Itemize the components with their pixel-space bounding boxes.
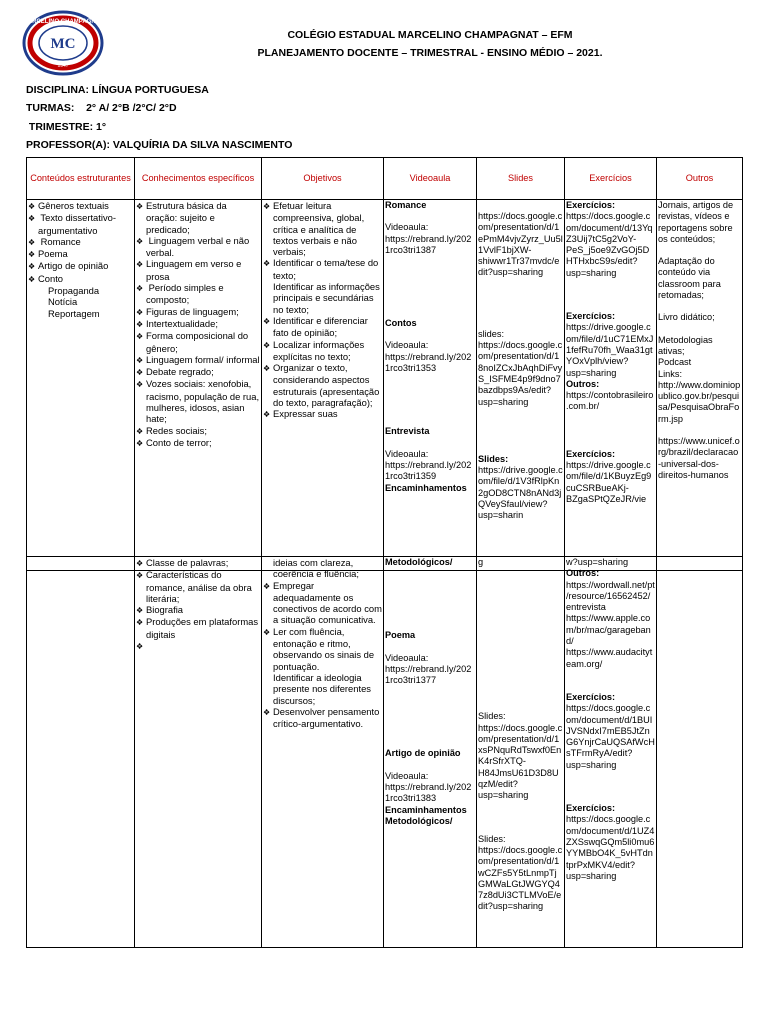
- section-poema: Poema: [385, 630, 416, 641]
- col-outros: Outros: [657, 158, 743, 200]
- col-conhecimentos: Conhecimentos específicos: [135, 158, 262, 200]
- exercicios-link[interactable]: Exercícios: https://drive.google.com/file/d/1uC71EMxJ1fefRu70fh_Waa31gtYOxVplh/view?usp=sharing: [566, 311, 654, 378]
- list-item: Reportagem: [48, 307, 100, 319]
- col-exercicios: Exercícios: [565, 158, 657, 200]
- conteudos-cell: [27, 200, 135, 571]
- outros-cell: [657, 557, 743, 948]
- list-item: ❖ Romance: [28, 236, 133, 248]
- outros-item: Livro didático;: [658, 312, 715, 323]
- section-contos: Contos: [385, 318, 417, 329]
- disciplina: DISCIPLINA: LÍNGUA PORTUGUESA: [26, 84, 209, 96]
- list-item: ❖ Expressar suas: [263, 408, 382, 420]
- section-entrevista: Entrevista: [385, 426, 430, 437]
- conhecimentos-cell: [135, 557, 262, 948]
- exercicios-cell: [565, 557, 657, 948]
- slides-link[interactable]: Slides: https://docs.google.com/presentation/d/1wCZFs5Y5tLnmpTjGMWaLGtJWGYQ47z8dUi3CTLMVoE/edit?usp=sharing: [478, 833, 563, 912]
- list-item: Identificar as informações principais e secundárias no texto;: [273, 281, 380, 315]
- list-item: ❖ Localizar informações explícitas no texto;: [263, 339, 382, 363]
- list-item: ❖ Forma composicional do gênero;: [136, 330, 260, 354]
- list-item: ❖ Desenvolver pensamento crítico-argumentativo.: [263, 706, 382, 730]
- list-item: ❖ Produções em plataformas digitais: [136, 616, 260, 640]
- exercicios-link[interactable]: Exercícios: https://docs.google.com/document/d/1UZ4ZXSswqGQm5li0mu6YYMBbO4K_5vHTdntprPxMKV4/edit?usp=sharing: [566, 803, 655, 881]
- slides-link[interactable]: Slides: https://docs.google.com/presentation/d/1xsPNquRdTswxf0EnK4rSfrXTQ-H84JmsU61D3D8UqzM/edit?usp=sharing: [478, 711, 563, 801]
- plan-title: PLANEJAMENTO DOCENTE – TRIMESTRAL - ENSINO MÉDIO – 2021.: [257, 47, 603, 59]
- objetivos-cell: [262, 557, 384, 948]
- outros-link[interactable]: Links: http://www.dominiopublico.gov.br/pesquisa/PesquisaObraForm.jsp: [658, 368, 741, 424]
- conteudos-cell: [27, 557, 135, 948]
- encaminhamentos: Encaminhamentos: [385, 482, 467, 493]
- table-header-row: [27, 158, 743, 200]
- list-item: ❖ Empregar adequadamente os conectivos de acordo com a situação comunicativa.: [263, 580, 382, 626]
- section-romance: Romance: [385, 200, 427, 210]
- list-item: ❖ Identificar e diferenciar fato de opinião;: [263, 315, 382, 339]
- list-item: ❖ Intertextualidade;: [136, 318, 260, 330]
- list-item: Notícia: [48, 296, 78, 308]
- outros-item: Jornais, artigos de revistas, vídeos e reportagens sobre os conteúdos;: [658, 200, 734, 244]
- slides-link[interactable]: https://docs.google.com/presentation/d/1ePmM4vjvZyrz_Uu5l1VvlF1bjXW-shiwwr1Tr37mvdc/edit?usp=sharing: [478, 211, 563, 278]
- videoaula-link[interactable]: Videoaula: https://rebrand.ly/2021rco3tri1377: [385, 652, 472, 686]
- list-item: Propaganda: [48, 285, 100, 297]
- list-item: ❖ Biografia: [136, 604, 260, 616]
- professor: PROFESSOR(A): VALQUÍRIA DA SILVA NASCIMENTO: [26, 139, 293, 151]
- table-row: [27, 200, 743, 571]
- col-objetivos: Objetivos: [262, 158, 384, 200]
- slides-link[interactable]: slides: https://docs.google.com/presentation/d/18noIZCxJbAqhDiFvyS_ISFME4p9f9dno7bazdbps9As/edit?usp=sharing: [478, 328, 563, 407]
- slides-link[interactable]: Slides: https://drive.google.com/file/d/1V3fRlpKn2gOD8CTN8nANd3jQVeySfaul/view?usp=sharin: [478, 453, 563, 521]
- outros-link[interactable]: Outros: https://contobrasileiro.com.br/: [566, 378, 654, 412]
- list-item: ❖ Classe de palavras;: [136, 557, 260, 569]
- col-videoaula: Videoaula: [384, 158, 477, 200]
- slides-fragment: g: [478, 557, 484, 567]
- list-item: ❖ Ler com fluência, entonação e ritmo, observando os sinais de pontuação.: [263, 626, 382, 672]
- conhecimentos-cell: [135, 200, 262, 571]
- list-item: ❖ Artigo de opinião: [28, 260, 133, 272]
- list-item: ❖ Poema: [28, 248, 133, 260]
- outros-item: Adaptação do conteúdo via classroom para retomadas;: [658, 256, 721, 301]
- school-logo: [22, 10, 104, 76]
- exercicios-cell: [565, 200, 657, 571]
- svg-text:MARCELINO CHAMPAGNAT: MARCELINO CHAMPAGNAT: [22, 19, 104, 25]
- col-slides: Slides: [477, 158, 565, 200]
- logo-initials: MC: [50, 36, 76, 52]
- list-item: ❖ Identificar o tema/tese do texto;: [263, 257, 382, 281]
- planning-table-page-1: [26, 157, 743, 571]
- svg-text:1947: 1947: [57, 63, 69, 69]
- outros-cell: [657, 200, 743, 571]
- videoaula-cell: [384, 557, 477, 948]
- list-item: ❖ Linguagem verbal e não verbal.: [136, 235, 260, 259]
- list-item: ❖ Debate regrado;: [136, 366, 260, 378]
- list-item: ❖ Organizar o texto, considerando aspectos estruturais (apresentação do texto, paragrafação);: [263, 362, 382, 408]
- list-item: ❖ Período simples e composto;: [136, 282, 260, 306]
- outros-link[interactable]: https://www.unicef.org/brazil/declaracao-universal-dos-direitos-humanos: [658, 436, 740, 480]
- list-item: ❖ Gêneros textuais: [28, 200, 133, 212]
- exercicios-link[interactable]: Exercícios: https://drive.google.com/file/d/1KBuyzEg9cuCSRBueAKj-BZgaSPtQZeJR/vie: [566, 448, 652, 504]
- list-item: ❖ Figuras de linguagem;: [136, 306, 260, 318]
- metodologicos: Metodológicos/: [385, 557, 453, 567]
- table-row: [27, 557, 743, 948]
- list-item: ❖ Conto: [28, 273, 133, 285]
- list-item: ❖ Linguagem em verso e prosa: [136, 258, 260, 282]
- exercicios-link[interactable]: Exercícios: https://docs.google.com/document/d/13YqZ3Uij7tC5g2VoY-PeS_j5oe9ZvGOj5DHTHxbcS9s/edit?usp=sharing: [566, 200, 653, 278]
- planning-table-page-2: [26, 556, 743, 948]
- exercicios-link[interactable]: Exercícios: https://docs.google.com/document/d/1BUIJVSNdxI7mEB5JtZnG6YnjrCaUQSAfWcHsTFrmRyA/edit?usp=sharing: [566, 691, 655, 770]
- videoaula-cell: [384, 200, 477, 571]
- exercicios-fragment[interactable]: w?usp=sharing: [566, 557, 629, 567]
- trimestre: TRIMESTRE: 1°: [26, 121, 107, 133]
- list-item: ideias com clareza, coerência e fluência;: [273, 557, 359, 580]
- turmas: TURMAS: 2° A/ 2°B /2°C/ 2°D: [26, 102, 177, 114]
- videoaula-link[interactable]: Videoaula: https://rebrand.ly/2021rco3tri1353: [385, 340, 472, 374]
- outros-item: Podcast: [658, 357, 692, 368]
- section-artigo: Artigo de opinião: [385, 748, 461, 759]
- school-name: COLÉGIO ESTADUAL MARCELINO CHAMPAGNAT – EFM: [287, 29, 573, 41]
- videoaula-link[interactable]: Videoaula: https://rebrand.ly/2021rco3tri1387: [385, 222, 472, 255]
- list-item: ❖ Vozes sociais: xenofobia, racismo, população de rua, mulheres, idosos, asian hate;: [136, 378, 260, 424]
- videoaula-link[interactable]: Videoaula: https://rebrand.ly/2021rco3tri1359: [385, 448, 472, 482]
- list-item: ❖ Estrutura básica da oração: sujeito e predicado;: [136, 200, 260, 235]
- list-item: [136, 640, 260, 652]
- col-conteudos: Conteúdos estruturantes: [27, 158, 135, 200]
- list-item: ❖ Conto de terror;: [136, 437, 260, 449]
- list-item: ❖ Redes sociais;: [136, 425, 260, 437]
- objetivos-cell: [262, 200, 384, 571]
- list-item: ❖ Características do romance, análise da obra literária;: [136, 569, 260, 604]
- videoaula-link[interactable]: Videoaula: https://rebrand.ly/2021rco3tri1383: [385, 770, 472, 804]
- slides-cell: [477, 200, 565, 571]
- list-item: ❖ Linguagem formal/ informal: [136, 354, 260, 366]
- list-item: ❖ Texto dissertativo-argumentativo: [28, 212, 133, 236]
- outros-link[interactable]: Outros: https://wordwall.net/pt/resource/16562452/entrevista https://www.apple.com/br/mac/garageband/ https://www.audacityteam.org/: [566, 568, 655, 669]
- list-item: ❖ Efetuar leitura compreensiva, global, crítica e analítica de textos verbais e não verbais;: [263, 200, 382, 257]
- slides-cell: [477, 557, 565, 948]
- outros-item: Metodologias ativas;: [658, 334, 713, 356]
- list-item: Identificar a ideologia presente nos diferentes discursos;: [273, 671, 371, 706]
- encaminhamentos: Encaminhamentos Metodológicos/: [385, 804, 467, 826]
